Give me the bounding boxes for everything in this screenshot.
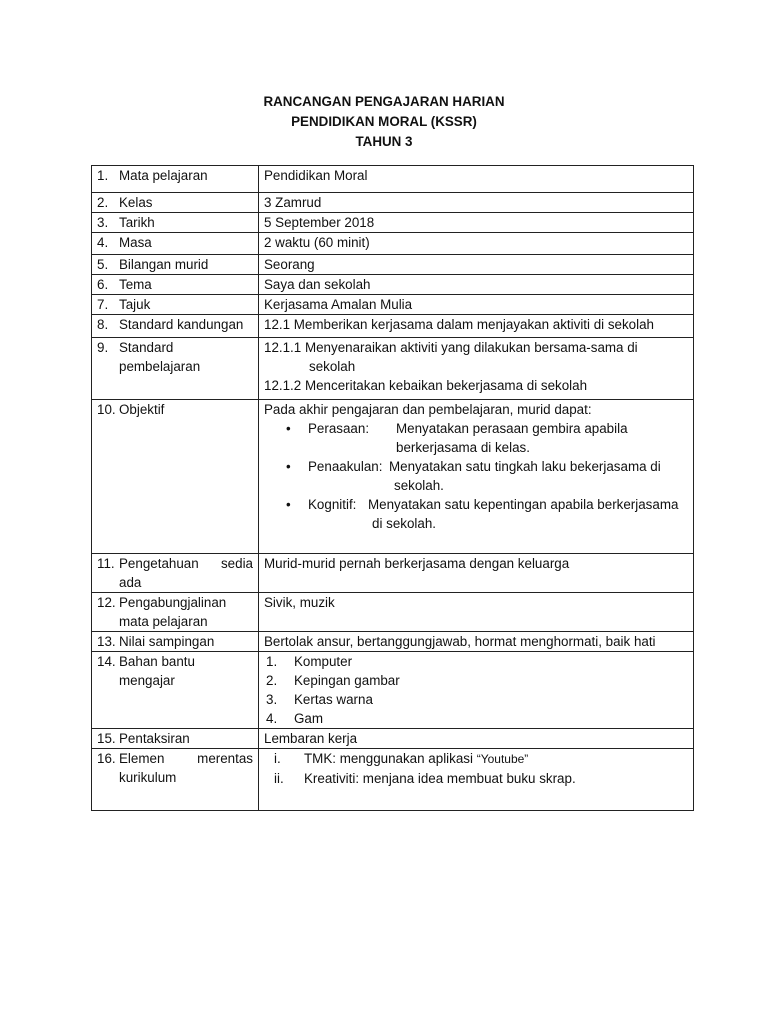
row-label: 13. Nilai sampingan [92, 632, 259, 652]
document-title: RANCANGAN PENGAJARAN HARIAN [263, 94, 505, 109]
list-item: 4. Gam [266, 711, 324, 726]
row-label: 16. Elemen merentas kurikulum [92, 749, 259, 811]
table-row [92, 554, 694, 593]
row-label: 11. Pengetahuan sedia ada [92, 554, 259, 593]
row-value: 5 September 2018 [259, 213, 694, 233]
list-item: • Kognitif: Menyatakan satu kepentingan apabila berkerjasama di sekolah. [264, 495, 688, 533]
row-label: 3. Tarikh [92, 213, 259, 233]
row-value: 12.1 Memberikan kerjasama dalam menjayakan aktiviti di sekolah [259, 315, 694, 338]
row-value: 12.1.1 Menyenaraikan aktiviti yang dilakukan bersama-sama di sekolah 12.1.2 Menceritakan kebaikan bekerjasama di sekolah [259, 338, 694, 400]
list-item: • Penaakulan: Menyatakan satu tingkah laku bekerjasama di sekolah. [264, 457, 688, 495]
table-row [92, 233, 694, 255]
list-item: i. TMK: menggunakan aplikasi “Youtube” [274, 751, 529, 766]
table-row [92, 213, 694, 233]
table-row [92, 295, 694, 315]
row-label: 10. Objektif [92, 400, 259, 554]
list-item: 1. Komputer [266, 654, 353, 669]
table-row [92, 315, 694, 338]
row-label: 9. Standard pembelajaran [92, 338, 259, 400]
table-row [92, 193, 694, 213]
table-row [92, 632, 694, 652]
table-row [92, 255, 694, 275]
list-item: • Perasaan: Menyatakan perasaan gembira apabila berkerjasama di kelas. [264, 419, 688, 457]
row-value: Pendidikan Moral [259, 166, 694, 193]
table-row [92, 749, 694, 811]
document-header [0, 92, 768, 152]
table-row [92, 400, 694, 554]
row-value [259, 652, 694, 729]
table-row [92, 729, 694, 749]
list-item: 3. Kertas warna [266, 692, 373, 707]
row-value: Saya dan sekolah [259, 275, 694, 295]
list-item: 2. Kepingan gambar [266, 673, 400, 688]
row-label: 8. Standard kandungan [92, 315, 259, 338]
row-label: 14. Bahan bantu mengajar [92, 652, 259, 729]
row-value: Sivik, muzik [259, 593, 694, 632]
row-value: Seorang [259, 255, 694, 275]
row-value: Murid-murid pernah berkerjasama dengan keluarga [259, 554, 694, 593]
document-year: TAHUN 3 [355, 134, 413, 149]
table-row [92, 275, 694, 295]
table-row [92, 338, 694, 400]
document-subtitle: PENDIDIKAN MORAL (KSSR) [291, 114, 477, 129]
row-value [259, 749, 694, 811]
table-row [92, 593, 694, 632]
row-label: 7. Tajuk [92, 295, 259, 315]
row-label: 4. Masa [92, 233, 259, 255]
row-value: Lembaran kerja [259, 729, 694, 749]
row-label: 15. Pentaksiran [92, 729, 259, 749]
row-label: 1. Mata pelajaran [92, 166, 259, 193]
list-item: ii. Kreativiti: menjana idea membuat buku skrap. [274, 771, 576, 786]
row-label: 5. Bilangan murid [92, 255, 259, 275]
table-row [92, 166, 694, 193]
row-value: Bertolak ansur, bertanggungjawab, hormat menghormati, baik hati [259, 632, 694, 652]
row-value: 3 Zamrud [259, 193, 694, 213]
table-row [92, 652, 694, 729]
lesson-plan-table [91, 165, 694, 811]
row-value: Pada akhir pengajaran dan pembelajaran, murid dapat: • Perasaan: Menyatakan perasaan gembira apabila berkerjasama di kelas. • Penaakulan: Menyatakan satu tingkah laku bekerjasama di sekolah. • Kognitif: Menyatakan satu kepentingan apabila berkerjasama di sekolah. [259, 400, 694, 554]
row-value: 2 waktu (60 minit) [259, 233, 694, 255]
row-label: 12. Pengabungjalinan mata pelajaran [92, 593, 259, 632]
row-value: Kerjasama Amalan Mulia [259, 295, 694, 315]
row-label: 6. Tema [92, 275, 259, 295]
row-label: 2. Kelas [92, 193, 259, 213]
